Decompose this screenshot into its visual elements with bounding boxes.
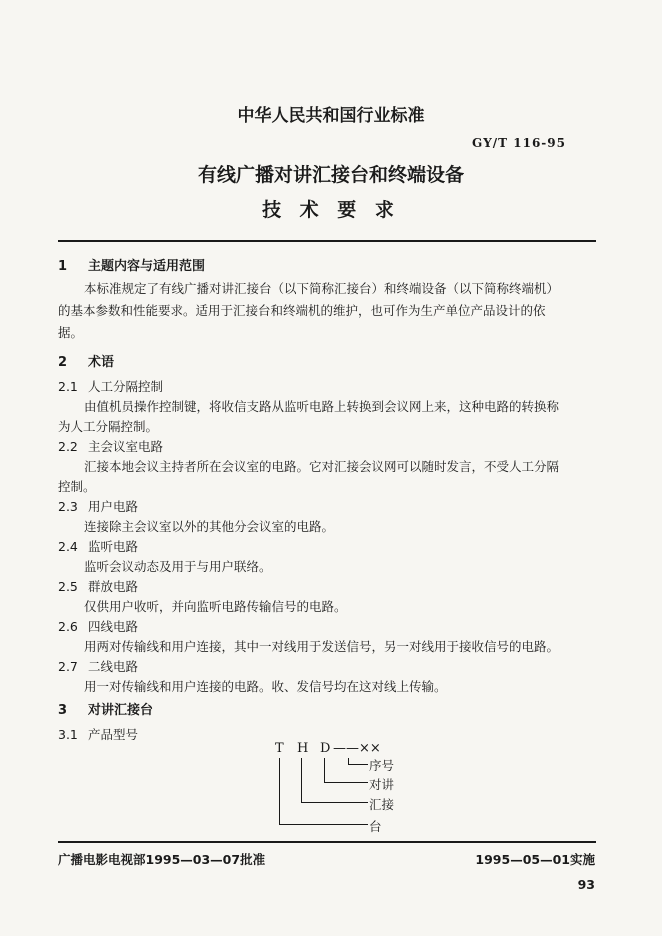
approval-date: 广播电影电视部1995—03—07批准	[58, 852, 266, 867]
leader-line-intercom	[324, 758, 325, 783]
term-number: 2.4	[58, 539, 78, 554]
term-number: 2.7	[58, 659, 78, 674]
term-number: 2.1	[58, 379, 78, 394]
model-letter-t: T	[275, 741, 284, 756]
leader-line-junction	[301, 758, 302, 803]
term-title: 四线电路	[88, 619, 139, 634]
section-1-heading	[58, 256, 205, 278]
leader-line-console	[279, 824, 368, 825]
term-number: 2.6	[58, 619, 78, 634]
leader-line-serial	[348, 764, 368, 765]
label-console: 台	[369, 819, 382, 834]
effective-date: 1995—05—01实施	[475, 852, 595, 867]
section-title: 对讲汇接台	[88, 703, 154, 718]
leader-line-intercom	[324, 782, 368, 783]
term-title: 二线电路	[88, 659, 139, 674]
label-junction: 汇接	[369, 797, 395, 812]
label-intercom: 对讲	[369, 777, 395, 792]
term-2-2-heading	[58, 436, 163, 458]
term-title: 主会议室电路	[88, 439, 164, 454]
term-2-5-heading	[58, 576, 138, 598]
section-title: 术语	[88, 355, 115, 370]
term-2-4-heading	[58, 536, 138, 558]
leader-line-junction	[301, 802, 368, 803]
org-title: 中华人民共和国行业标准	[237, 106, 425, 126]
footer-rule	[58, 841, 596, 843]
paragraph-line: 仅供用户收听，并向监听电路传输信号的电路。	[84, 599, 347, 614]
term-number: 3.1	[58, 727, 78, 742]
paragraph-line: 为人工分隔控制。	[58, 419, 159, 434]
term-title: 产品型号	[88, 727, 139, 742]
term-number: 2.3	[58, 499, 78, 514]
standard-code: GY/T 116-95	[471, 136, 566, 150]
term-2-3-heading	[58, 496, 138, 518]
term-number: 2.2	[58, 439, 78, 454]
paragraph-line: 汇接本地会议主持者所在会议室的电路。它对汇接会议网可以随时发言，不受人工分隔	[84, 459, 560, 474]
paragraph-line: 用一对传输线和用户连接的电路。收、发信号均在这对线上传输。	[84, 679, 447, 694]
model-suffix: ——××	[333, 741, 381, 756]
paragraph-line: 本标准规定了有线广播对讲汇接台（以下简称汇接台）和终端设备（以下简称终端机）	[84, 281, 560, 296]
header-rule	[58, 240, 596, 242]
section-2-heading	[58, 352, 114, 374]
term-number: 2.5	[58, 579, 78, 594]
document-title-line1: 有线广播对讲汇接台和终端设备	[197, 164, 464, 186]
leader-line-console	[279, 758, 280, 825]
paragraph-line: 由值机员操作控制键，将收信支路从监听电路上转换到会议网上来，这种电路的转换称	[84, 399, 560, 414]
paragraph-line: 据。	[58, 325, 84, 340]
paragraph-line: 连接除主会议室以外的其他分会议室的电路。	[84, 519, 335, 534]
page-number: 93	[577, 877, 595, 892]
term-title: 监听电路	[88, 539, 139, 554]
term-3-1-heading	[58, 724, 138, 746]
paragraph-line: 控制。	[58, 479, 96, 494]
model-letter-h: H	[297, 741, 309, 756]
document-title-line2: 技 术 要 求	[262, 199, 400, 221]
paragraph-line: 的基本参数和性能要求。适用于汇接台和终端机的维护，也可作为生产单位产品设计的依	[58, 303, 546, 318]
term-title: 用户电路	[88, 499, 139, 514]
section-number: 3	[58, 703, 68, 718]
paragraph-line: 用两对传输线和用户连接，其中一对线用于发送信号，另一对线用于接收信号的电路。	[84, 639, 560, 654]
term-title: 群放电路	[88, 579, 139, 594]
term-2-7-heading	[58, 656, 138, 678]
term-2-1-heading	[58, 376, 163, 398]
section-number: 2	[58, 355, 68, 370]
paragraph-line: 监听会议动态及用于与用户联络。	[84, 559, 272, 574]
label-serial: 序号	[369, 758, 395, 773]
term-2-6-heading	[58, 616, 138, 638]
section-3-heading	[58, 700, 153, 722]
model-letter-d: D	[320, 741, 331, 756]
term-title: 人工分隔控制	[88, 379, 164, 394]
section-title: 主题内容与适用范围	[88, 259, 206, 274]
section-number: 1	[58, 259, 68, 274]
